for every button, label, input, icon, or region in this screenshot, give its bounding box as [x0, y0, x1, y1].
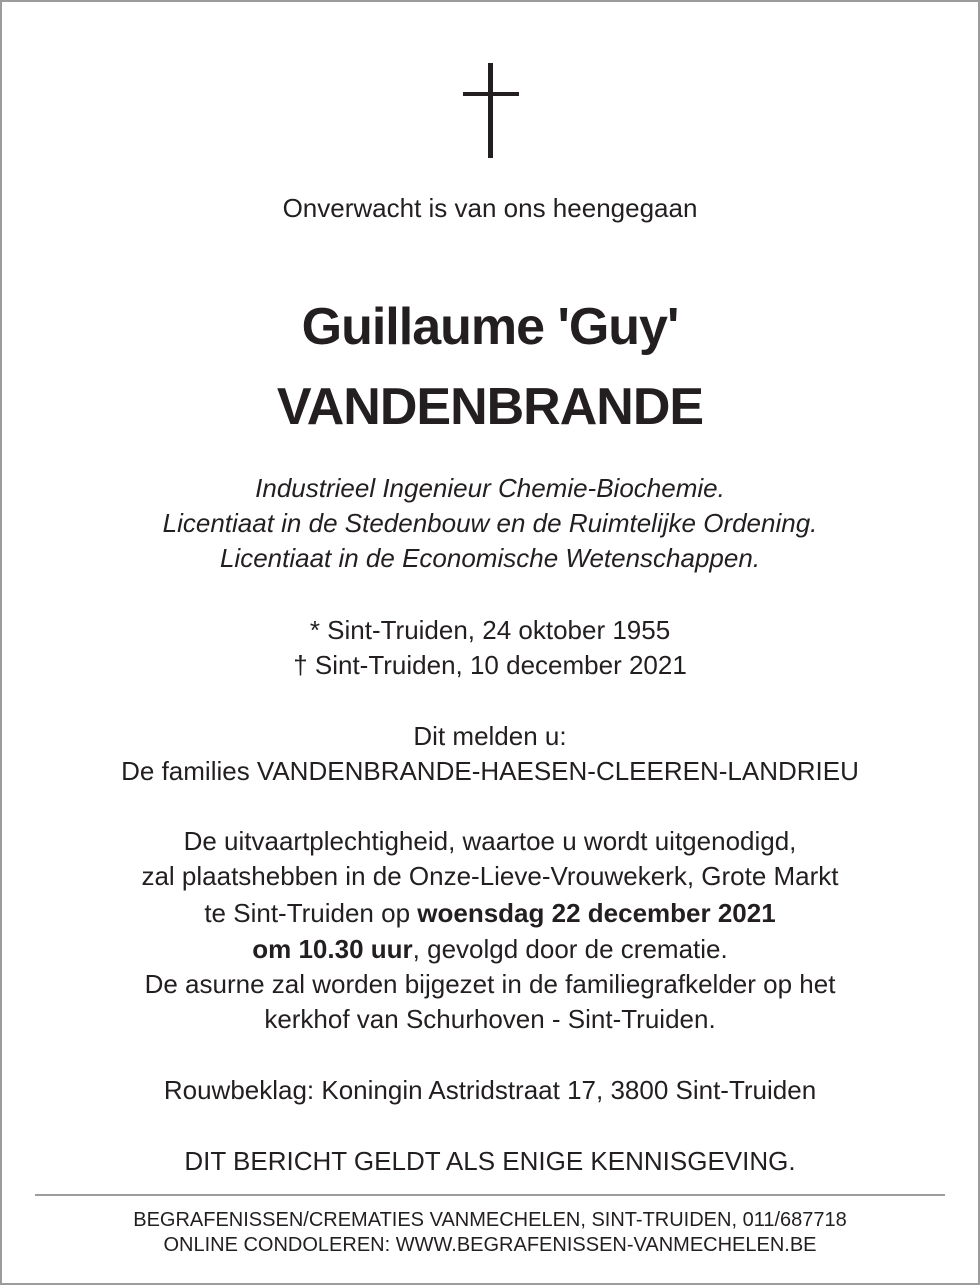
cross-icon: [463, 63, 519, 158]
funeral-date-line: [0, 898, 980, 928]
families-line: De families VANDENBRANDE-HAESEN-CLEEREN-LANDRIEU: [121, 756, 859, 786]
funeral-line: kerkhof van Schurhoven - Sint-Truiden.: [264, 1004, 716, 1034]
title-line: Industrieel Ingenieur Chemie-Biochemie.: [255, 473, 725, 503]
funeral-date: woensdag 22 december 2021: [417, 898, 776, 928]
title-line: Licentiaat in de Stedenbouw en de Ruimtelijke Ordening.: [162, 508, 818, 538]
online-condolence-link[interactable]: ONLINE CONDOLEREN: WWW.BEGRAFENISSEN-VANMECHELEN.BE: [163, 1234, 817, 1256]
birth-line: * Sint-Truiden, 24 oktober 1955: [309, 615, 671, 645]
cross-horizontal-bar: [463, 92, 519, 96]
cross-vertical-bar: [488, 63, 493, 158]
funeral-home-contact: BEGRAFENISSEN/CREMATIES VANMECHELEN, SINT-TRUIDEN, 011/687718: [133, 1209, 847, 1231]
notice-text: DIT BERICHT GELDT ALS ENIGE KENNISGEVING.: [184, 1146, 796, 1176]
death-line: † Sint-Truiden, 10 december 2021: [293, 650, 687, 680]
deceased-name-first: Guillaume 'Guy': [301, 298, 679, 356]
funeral-time: om 10.30 uur: [252, 934, 413, 964]
funeral-place-prefix: te Sint-Truiden op: [204, 898, 418, 928]
funeral-line: De uitvaartplechtigheid, waartoe u wordt uitgenodigd,: [183, 826, 797, 856]
intro-text: Onverwacht is van ons heengegaan: [282, 193, 698, 223]
funeral-line: De asurne zal worden bijgezet in de familiegrafkelder op het: [144, 969, 836, 999]
funeral-cremation-note: , gevolgd door de crematie.: [412, 934, 728, 964]
footer-divider: [35, 1194, 945, 1196]
funeral-time-line: [0, 934, 980, 964]
funeral-line: zal plaatshebben in de Onze-Lieve-Vrouwekerk, Grote Markt: [141, 861, 839, 891]
announced-by-label: Dit melden u:: [413, 721, 567, 751]
condolence-address: Rouwbeklag: Koningin Astridstraat 17, 3800 Sint-Truiden: [163, 1075, 817, 1105]
title-line: Licentiaat in de Economische Wetenschappen.: [219, 543, 761, 573]
deceased-name-last: VANDENBRANDE: [276, 378, 704, 436]
